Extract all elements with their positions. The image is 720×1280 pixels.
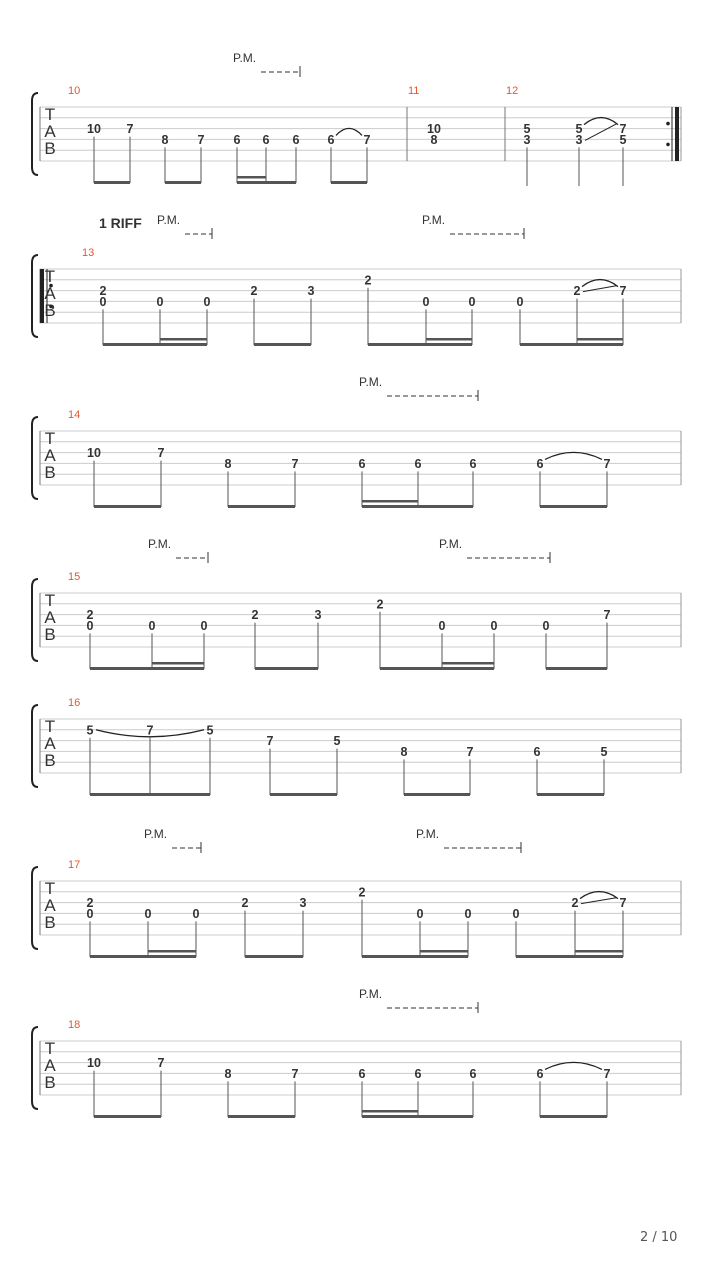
fret-number: 7	[466, 744, 474, 759]
beam	[255, 667, 318, 670]
fret-number: 5	[575, 122, 583, 137]
tie-arc	[545, 452, 602, 459]
fret-number: 5	[333, 734, 341, 749]
system-bracket	[32, 705, 38, 787]
beam	[228, 1115, 295, 1118]
fret-number: 2	[364, 273, 372, 288]
measure-number: 13	[82, 247, 95, 259]
beam-secondary	[420, 950, 468, 953]
fret-number: 6	[292, 132, 300, 147]
measure-number: 17	[68, 859, 81, 871]
fret-number: 5	[206, 723, 214, 738]
beam	[245, 955, 303, 958]
tie-arc	[582, 280, 618, 287]
fret-number: 0	[86, 618, 94, 633]
beam	[426, 343, 472, 346]
fret-number: 2	[573, 284, 581, 299]
fret-number: 10	[87, 122, 101, 137]
fret-number: 7	[126, 122, 134, 137]
measure-number: 10	[68, 85, 81, 97]
fret-number: 0	[468, 294, 476, 309]
fret-number: 0	[200, 618, 208, 633]
fret-number: 5	[600, 744, 608, 759]
tab-clef-a: A	[44, 122, 56, 141]
fret-number: 0	[512, 906, 520, 921]
fret-number: 7	[619, 896, 627, 911]
measure-number: 11	[408, 85, 420, 97]
fret-number: 8	[161, 132, 169, 147]
repeat-dot	[666, 122, 670, 126]
fret-number: 7	[157, 446, 165, 461]
fret-number: 3	[523, 132, 531, 147]
fret-number: 7	[197, 132, 205, 147]
tie-arc	[545, 1062, 602, 1069]
beam	[540, 1115, 607, 1118]
fret-number: 2	[571, 896, 579, 911]
fret-number: 0	[144, 906, 152, 921]
fret-number: 2	[358, 885, 366, 900]
beam-secondary	[237, 176, 266, 179]
fret-number: 7	[146, 723, 154, 738]
beam	[362, 505, 418, 508]
palm-mute-label: P.M.	[422, 213, 446, 227]
palm-mute-label: P.M.	[439, 537, 463, 551]
palm-mute-label: P.M.	[359, 987, 383, 1001]
fret-number: 0	[438, 618, 446, 633]
measure-number: 12	[506, 85, 519, 97]
fret-number: 6	[262, 132, 270, 147]
slide-line	[585, 124, 617, 141]
beam	[546, 667, 607, 670]
tab-clef-b: B	[44, 751, 56, 770]
fret-number: 3	[314, 608, 322, 623]
fret-number: 7	[266, 734, 274, 749]
text-layer	[44, 51, 626, 1092]
fret-number: 6	[233, 132, 241, 147]
fret-number: 0	[99, 294, 107, 309]
fret-number: 8	[224, 1066, 232, 1081]
fret-number: 0	[86, 906, 94, 921]
tab-clef-b: B	[44, 913, 56, 932]
beam-secondary	[148, 950, 196, 953]
system-bracket	[32, 417, 38, 499]
beam	[94, 1115, 161, 1118]
beam-secondary	[160, 338, 207, 341]
fret-number: 0	[148, 618, 156, 633]
palm-mute-label: P.M.	[416, 827, 440, 841]
system-bracket	[32, 93, 38, 175]
measure-number: 15	[68, 571, 81, 583]
fret-number: 6	[358, 456, 366, 471]
measure-number: 14	[68, 409, 81, 421]
fret-number: 0	[516, 294, 524, 309]
tab-clef-t: T	[44, 1039, 56, 1058]
fret-number: 7	[619, 122, 627, 137]
fret-number: 6	[469, 1066, 477, 1081]
fret-number: 10	[87, 1056, 101, 1071]
fret-number: 6	[536, 1066, 544, 1081]
beam	[420, 955, 468, 958]
fret-number: 6	[414, 456, 422, 471]
palm-mute-label: P.M.	[359, 375, 383, 389]
tab-clef-a: A	[44, 284, 56, 303]
system-bracket	[32, 255, 38, 337]
fret-number: 3	[299, 896, 307, 911]
fret-number: 0	[490, 618, 498, 633]
system-bracket	[32, 1027, 38, 1109]
beam	[228, 505, 295, 508]
beam-secondary	[362, 1110, 418, 1113]
tab-clef-t: T	[44, 429, 56, 448]
fret-number: 7	[603, 608, 611, 623]
fret-number: 8	[400, 744, 408, 759]
beam	[270, 793, 337, 796]
fret-number: 3	[575, 132, 583, 147]
system-bracket	[32, 579, 38, 661]
tab-clef-b: B	[44, 625, 56, 644]
fret-number: 0	[203, 294, 211, 309]
fret-number: 8	[430, 132, 438, 147]
beam	[90, 793, 210, 796]
beam	[331, 181, 367, 184]
beam	[442, 667, 494, 670]
fret-number: 0	[192, 906, 200, 921]
palm-mute-label: P.M.	[144, 827, 168, 841]
beam	[237, 181, 266, 184]
fret-number: 0	[422, 294, 430, 309]
beam	[577, 343, 623, 346]
fret-number: 10	[87, 446, 101, 461]
tab-clef-t: T	[44, 105, 56, 124]
final-barline-thick	[675, 107, 679, 161]
beam	[94, 181, 130, 184]
fret-number: 10	[427, 122, 441, 137]
tab-clef-b: B	[44, 301, 56, 320]
fret-number: 2	[99, 284, 107, 299]
fret-number: 2	[86, 608, 94, 623]
fret-number: 0	[416, 906, 424, 921]
fret-number: 0	[464, 906, 472, 921]
tab-clef-b: B	[44, 463, 56, 482]
beam	[165, 181, 201, 184]
beam	[152, 667, 204, 670]
fret-number: 7	[603, 1066, 611, 1081]
fret-number: 6	[536, 456, 544, 471]
fret-number: 2	[376, 597, 384, 612]
tab-clef-b: B	[44, 1073, 56, 1092]
tab-clef-a: A	[44, 608, 56, 627]
beam-secondary	[577, 338, 623, 341]
beam-secondary	[575, 950, 623, 953]
fret-number: 2	[251, 608, 259, 623]
page-indicator: 2 / 10	[640, 1230, 678, 1245]
palm-mute-label: P.M.	[233, 51, 257, 65]
beam	[575, 955, 623, 958]
fret-number: 8	[224, 456, 232, 471]
tie-arc	[336, 128, 362, 135]
palm-mute-label: P.M.	[148, 537, 172, 551]
system-bracket	[32, 867, 38, 949]
fret-number: 6	[533, 744, 541, 759]
tab-clef-t: T	[44, 591, 56, 610]
repeat-dot	[666, 143, 670, 147]
beam-secondary	[362, 500, 418, 503]
fret-number: 6	[414, 1066, 422, 1081]
beam-secondary	[152, 662, 204, 665]
beam	[404, 793, 470, 796]
tab-clef-t: T	[44, 879, 56, 898]
section-label: 1 RIFF	[99, 215, 142, 231]
fret-number: 7	[363, 132, 371, 147]
fret-number: 0	[542, 618, 550, 633]
fret-number: 2	[250, 284, 258, 299]
tab-clef-a: A	[44, 1056, 56, 1075]
fret-number: 7	[291, 1066, 299, 1081]
measure-number: 18	[68, 1019, 81, 1031]
beam-secondary	[442, 662, 494, 665]
tie-arc	[580, 892, 618, 899]
beam	[362, 1115, 418, 1118]
tab-clef-t: T	[44, 267, 56, 286]
fret-number: 7	[157, 1056, 165, 1071]
beam	[148, 955, 196, 958]
fret-number: 6	[358, 1066, 366, 1081]
fret-number: 7	[619, 284, 627, 299]
fret-number: 7	[603, 456, 611, 471]
tie-arc	[584, 118, 618, 125]
beam	[94, 505, 161, 508]
beam-secondary	[426, 338, 472, 341]
fret-number: 7	[291, 456, 299, 471]
fret-number: 5	[86, 723, 94, 738]
measure-number: 16	[68, 697, 81, 709]
fret-number: 6	[469, 456, 477, 471]
fret-number: 2	[86, 896, 94, 911]
fret-number: 5	[523, 122, 531, 137]
tab-clef-a: A	[44, 446, 56, 465]
tab-clef-a: A	[44, 734, 56, 753]
tab-clef-t: T	[44, 717, 56, 736]
beam	[254, 343, 311, 346]
beam	[540, 505, 607, 508]
fret-number: 0	[156, 294, 164, 309]
tab-clef-b: B	[44, 139, 56, 158]
tab-clef-a: A	[44, 896, 56, 915]
fret-number: 6	[327, 132, 335, 147]
beam	[160, 343, 207, 346]
fret-number: 2	[241, 896, 249, 911]
palm-mute-label: P.M.	[157, 213, 181, 227]
fret-number: 3	[307, 284, 315, 299]
beam	[537, 793, 604, 796]
fret-number: 5	[619, 132, 627, 147]
